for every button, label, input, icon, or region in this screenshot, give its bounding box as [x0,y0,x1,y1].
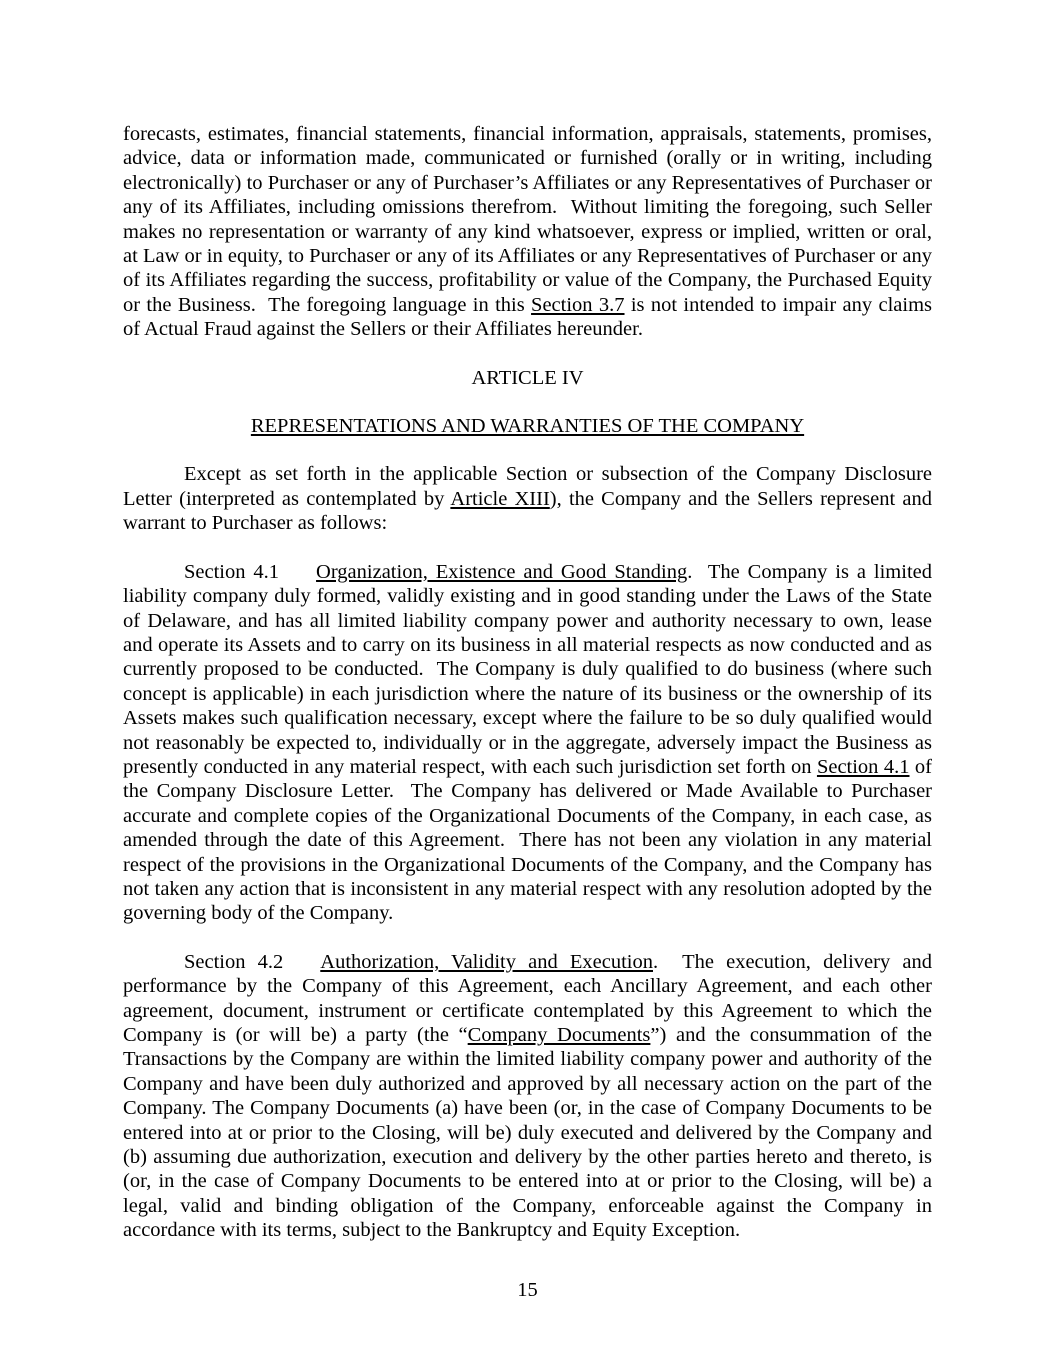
article-iv-title: REPRESENTATIONS AND WARRANTIES OF THE COMPANY [250,415,805,438]
paragraph-section-4-1: Section 4.1 Organization, Existence and Good Standing. The Company is a limited liability company duly formed, validly existing and in good standing under the Laws of the State of Delaware, and has all limited liability company power and authority necessary to own, lease and operate its Assets and to carry on its business in all material respects as now conducted and as currently proposed to be conducted. The Company is duly qualified to do business (where such concept is applicable) in each jurisdiction where the nature of its business or the ownership of its Assets makes such qualification necessary, except where the failure to be so duly qualified would not reasonably be expected to, individually or in the aggregate, adversely impact the Business as presently conducted in any material respect, with each such jurisdiction set forth on Section 4.1 of the Company Disclosure Letter. The Company has delivered or Made Available to Purchaser accurate and complete copies of the Organizational Documents of the Company, in each case, as amended through the date of this Agreement. There has not been any violation in any material respect of the provisions in the Organizational Documents of the Company, and the Company has not taken any action that is inconsistent in any material respect with any resolution adopted by the governing body of the Company. [123,560,932,925]
paragraph-section-4-2: Section 4.2 Authorization, Validity and Execution. The execution, delivery and performance by the Company of this Agreement, each Ancillary Agreement, and each other agreement, document, instrument or certificate contemplated by this Agreement to which the Company is (or will be) a party (the “Company Documents”) and the consummation of the Transactions by the Company are within the limited liability company power and authority of the Company and have been duly authorized and approved by all necessary action on the part of the Company. The Company Documents (a) have been (or, in the case of Company Documents to be entered into at or prior to the Closing, will be) duly executed and delivered by the Company and (b) assuming due authorization, execution and delivery by the other parties hereto and thereto, is (or, in the case of Company Documents to be entered into at or prior to the Closing, will be) a legal, valid and binding obligation of the Company, enforceable against the Company in accordance with its terms, subject to the Bankruptcy and Equity Exception. [123,950,932,1242]
document-body [123,122,932,1267]
paragraph-intro: Except as set forth in the applicable Section or subsection of the Company Disclosure Letter (interpreted as contemplated by Article XIII), the Company and the Sellers represent and warrant to Purchaser as follows: [123,463,933,535]
paragraph-seller-disclaimer: forecasts, estimates, financial statements, financial information, appraisals, statements, promises, advice, data or information made, communicated or furnished (orally or in writing, including electronically) to Purchaser or any of Purchaser’s Affiliates or any Representatives of Purchaser or any of its Affiliates, including omissions therefrom. Without limiting the foregoing, such Seller makes no representation or warranty of any kind whatsoever, express or implied, written or oral, at Law or in equity, to Purchaser or any of its Affiliates or any Representatives of Purchaser or any of its Affiliates regarding the success, profitability or value of the Company, the Purchased Equity or the Business. The foregoing language in this Section 3.7 is not intended to impair any claims of Actual Fraud against the Sellers or their Affiliates hereunder. [123,123,932,341]
page-number: 15 [517,1279,538,1301]
article-iv-heading: ARTICLE IV [471,366,584,389]
